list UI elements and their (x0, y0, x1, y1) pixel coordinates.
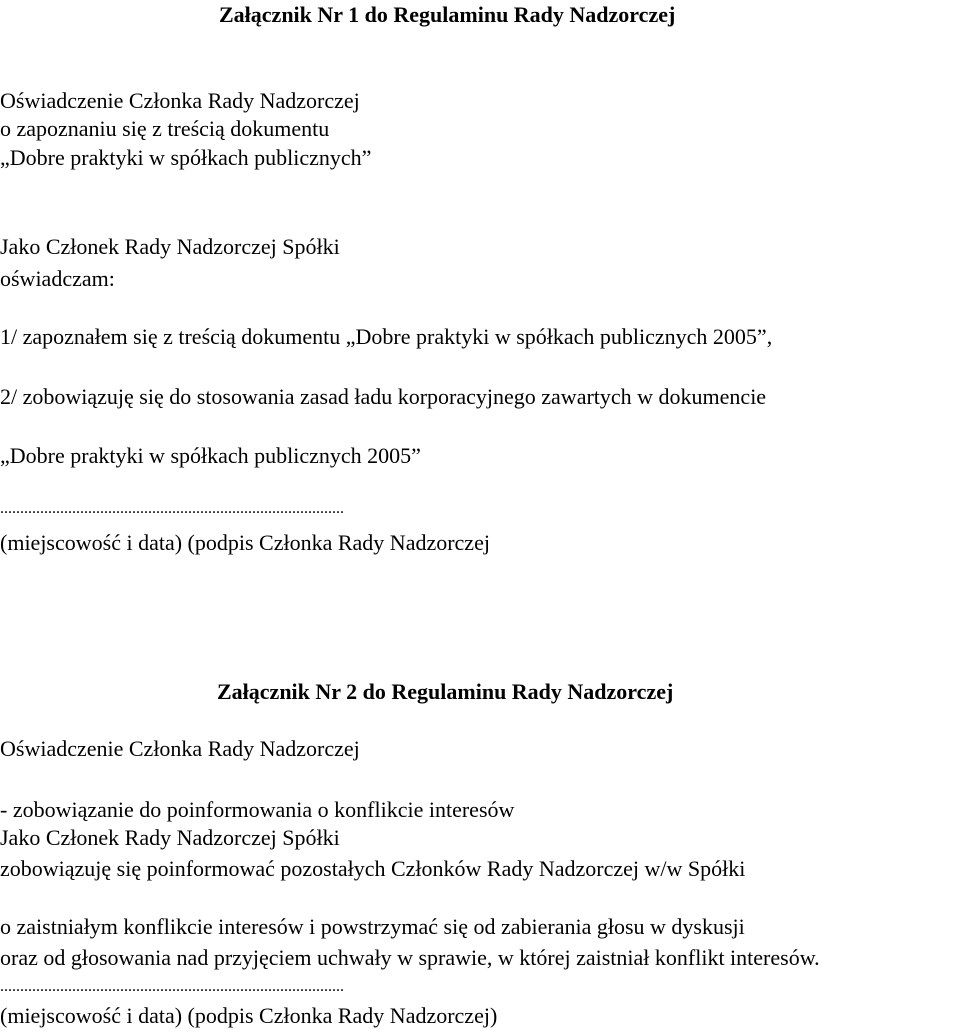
annex1-intro-line-1: Jako Członek Rady Nadzorczej Spółki (0, 234, 340, 259)
annex2-body-line-3: zobowiązuję się poinformować pozostałych Członków Rady Nadzorczej w/w Spółki (0, 856, 746, 881)
annex1-intro-line-2: oświadczam: (0, 266, 115, 291)
annex2-body-line-4: o zaistniałym konflikcie interesów i powstrzymać się od zabierania głosu w dyskusji (0, 914, 745, 939)
annex2-statement: Oświadczenie Członka Rady Nadzorczej (0, 736, 360, 761)
annex2-signature-dots: ...................................................................................... (0, 978, 344, 995)
annex2-body-line-2: Jako Członek Rady Nadzorczej Spółki (0, 825, 340, 850)
annex1-item-1: 1/ zapoznałem się z treścią dokumentu „Dobre praktyki w spółkach publicznych 2005”, (0, 324, 773, 349)
annex2-body-line-1: - zobowiązanie do poinformowania o konflikcie interesów (0, 797, 515, 822)
annex1-signature-caption: (miejscowość i data) (podpis Członka Rady Nadzorczej (0, 530, 490, 555)
annex2-signature-caption: (miejscowość i data) (podpis Członka Rady Nadzorczej) (0, 1003, 498, 1028)
annex1-signature-dots: ...................................................................................... (0, 500, 344, 517)
annex2-body-line-5: oraz od głosowania nad przyjęciem uchwały w sprawie, w której zaistniał konflikt interesów. (0, 945, 820, 970)
annex1-item-2: 2/ zobowiązuję się do stosowania zasad ładu korporacyjnego zawartych w dokumencie (0, 384, 767, 409)
annex1-statement-line-2: o zapoznaniu się z treścią dokumentu (0, 116, 330, 141)
annex1-item-2-continued: „Dobre praktyki w spółkach publicznych 2005” (0, 443, 421, 468)
annex1-statement-line-1: Oświadczenie Członka Rady Nadzorczej (0, 88, 360, 113)
annex1-title: Załącznik Nr 1 do Regulaminu Rady Nadzorczej (219, 2, 676, 27)
annex1-statement-line-3: „Dobre praktyki w spółkach publicznych” (0, 145, 372, 170)
annex2-title: Załącznik Nr 2 do Regulaminu Rady Nadzorczej (217, 679, 674, 704)
